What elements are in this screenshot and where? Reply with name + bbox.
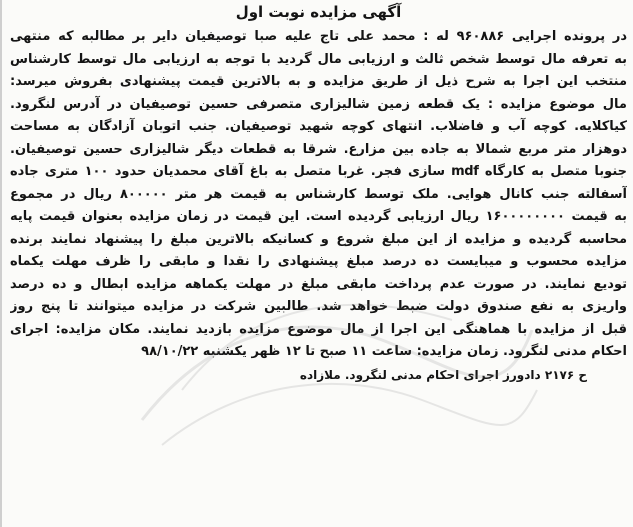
notice-line: قبل از مزایده با هماهنگی این اجرا از مال موضوع مزایده بازدید نمایند. مکان مزایده: اجرای xyxy=(10,321,627,337)
notice-line: جنوبا متصل به کارگاه mdf سازی فجر. غربا متصل به باغ آقای محمدیان حدود ۱۰۰ متری جاده xyxy=(10,164,627,179)
notice-line: به قیمت ۱۶۰۰۰۰۰۰۰۰ ریال ارزیابی گردیده است. این قیمت در زمان مزایده بعنوان قیمت پایه xyxy=(10,209,627,224)
notice-body xyxy=(10,26,627,386)
notice-line: آسفالته جنب کانال هوایی. ملک توسط کارشناس به قیمت هر متر ۸۰۰۰۰۰ ریال در مجموع xyxy=(10,186,627,202)
notice-line: محاسبه گردیده و مزایده از این مبلغ شروع و کسانیکه بالاترین مبلغ را پیشنهاد نمایند برنده xyxy=(10,231,627,247)
notice-title: آگهی مزایده نوبت اول xyxy=(235,3,402,21)
notice-line: مزایده محسوب و میبایست ده درصد مبلغ پیشنهادی را نقدا و مابقی را ظرف مهلت یکماه xyxy=(10,254,627,269)
notice-signature: ح ۲۱۷۶ دادورز اجرای احکام مدنی لنگرود. ملازاده xyxy=(299,367,587,382)
notice-line: مال موضوع مزایده : یک قطعه زمین شالیزاری متصرفی حسین توصیفیان در آدرس لنگرود. xyxy=(10,96,627,112)
notice-line: کیاکلایه. کوچه آب و فاضلاب. انتهای کوچه شهید توصیفیان. جنب اتوبان آزادگان به مساحت xyxy=(10,119,627,134)
notice-line: واریزی به نفع صندوق دولت ضبط خواهد شد. طالبین شرکت در مزایده میتوانند تا پنج روز xyxy=(10,299,627,314)
notice-line: دوهزار متر مربع شمالا به جاده بین مزارع. شرقا به قطعات دیگر شالیزاری حسین توصیفیان. xyxy=(10,141,627,157)
notice-line: در پرونده اجرایی ۹۶۰۸۸۶ له : محمد علی تاج علیه صبا توصیفیان دایر بر مطالبه که منتهی xyxy=(10,29,627,44)
notice-line: منتخب این اجرا به شرح ذیل از طریق مزایده و به بالاترین قیمت پیشنهادی بفروش میرسد: xyxy=(10,74,627,89)
notice-line: به تعرفه مال توسط شخص ثالث و ارزیابی مال گردید با توجه به ارزیابی مال توسط کارشناس xyxy=(10,51,627,67)
notice-line: تودیع نمایند. در صورت عدم پرداخت مابقی مبلغ در مهلت یکماهه مزایده ابطال و ده درصد xyxy=(10,276,627,292)
notice-line: احکام مدنی لنگرود. زمان مزایده: ساعت ۱۱ صبح تا ۱۲ ظهر یکشنبه ۹۸/۱۰/۲۲ xyxy=(141,344,627,359)
